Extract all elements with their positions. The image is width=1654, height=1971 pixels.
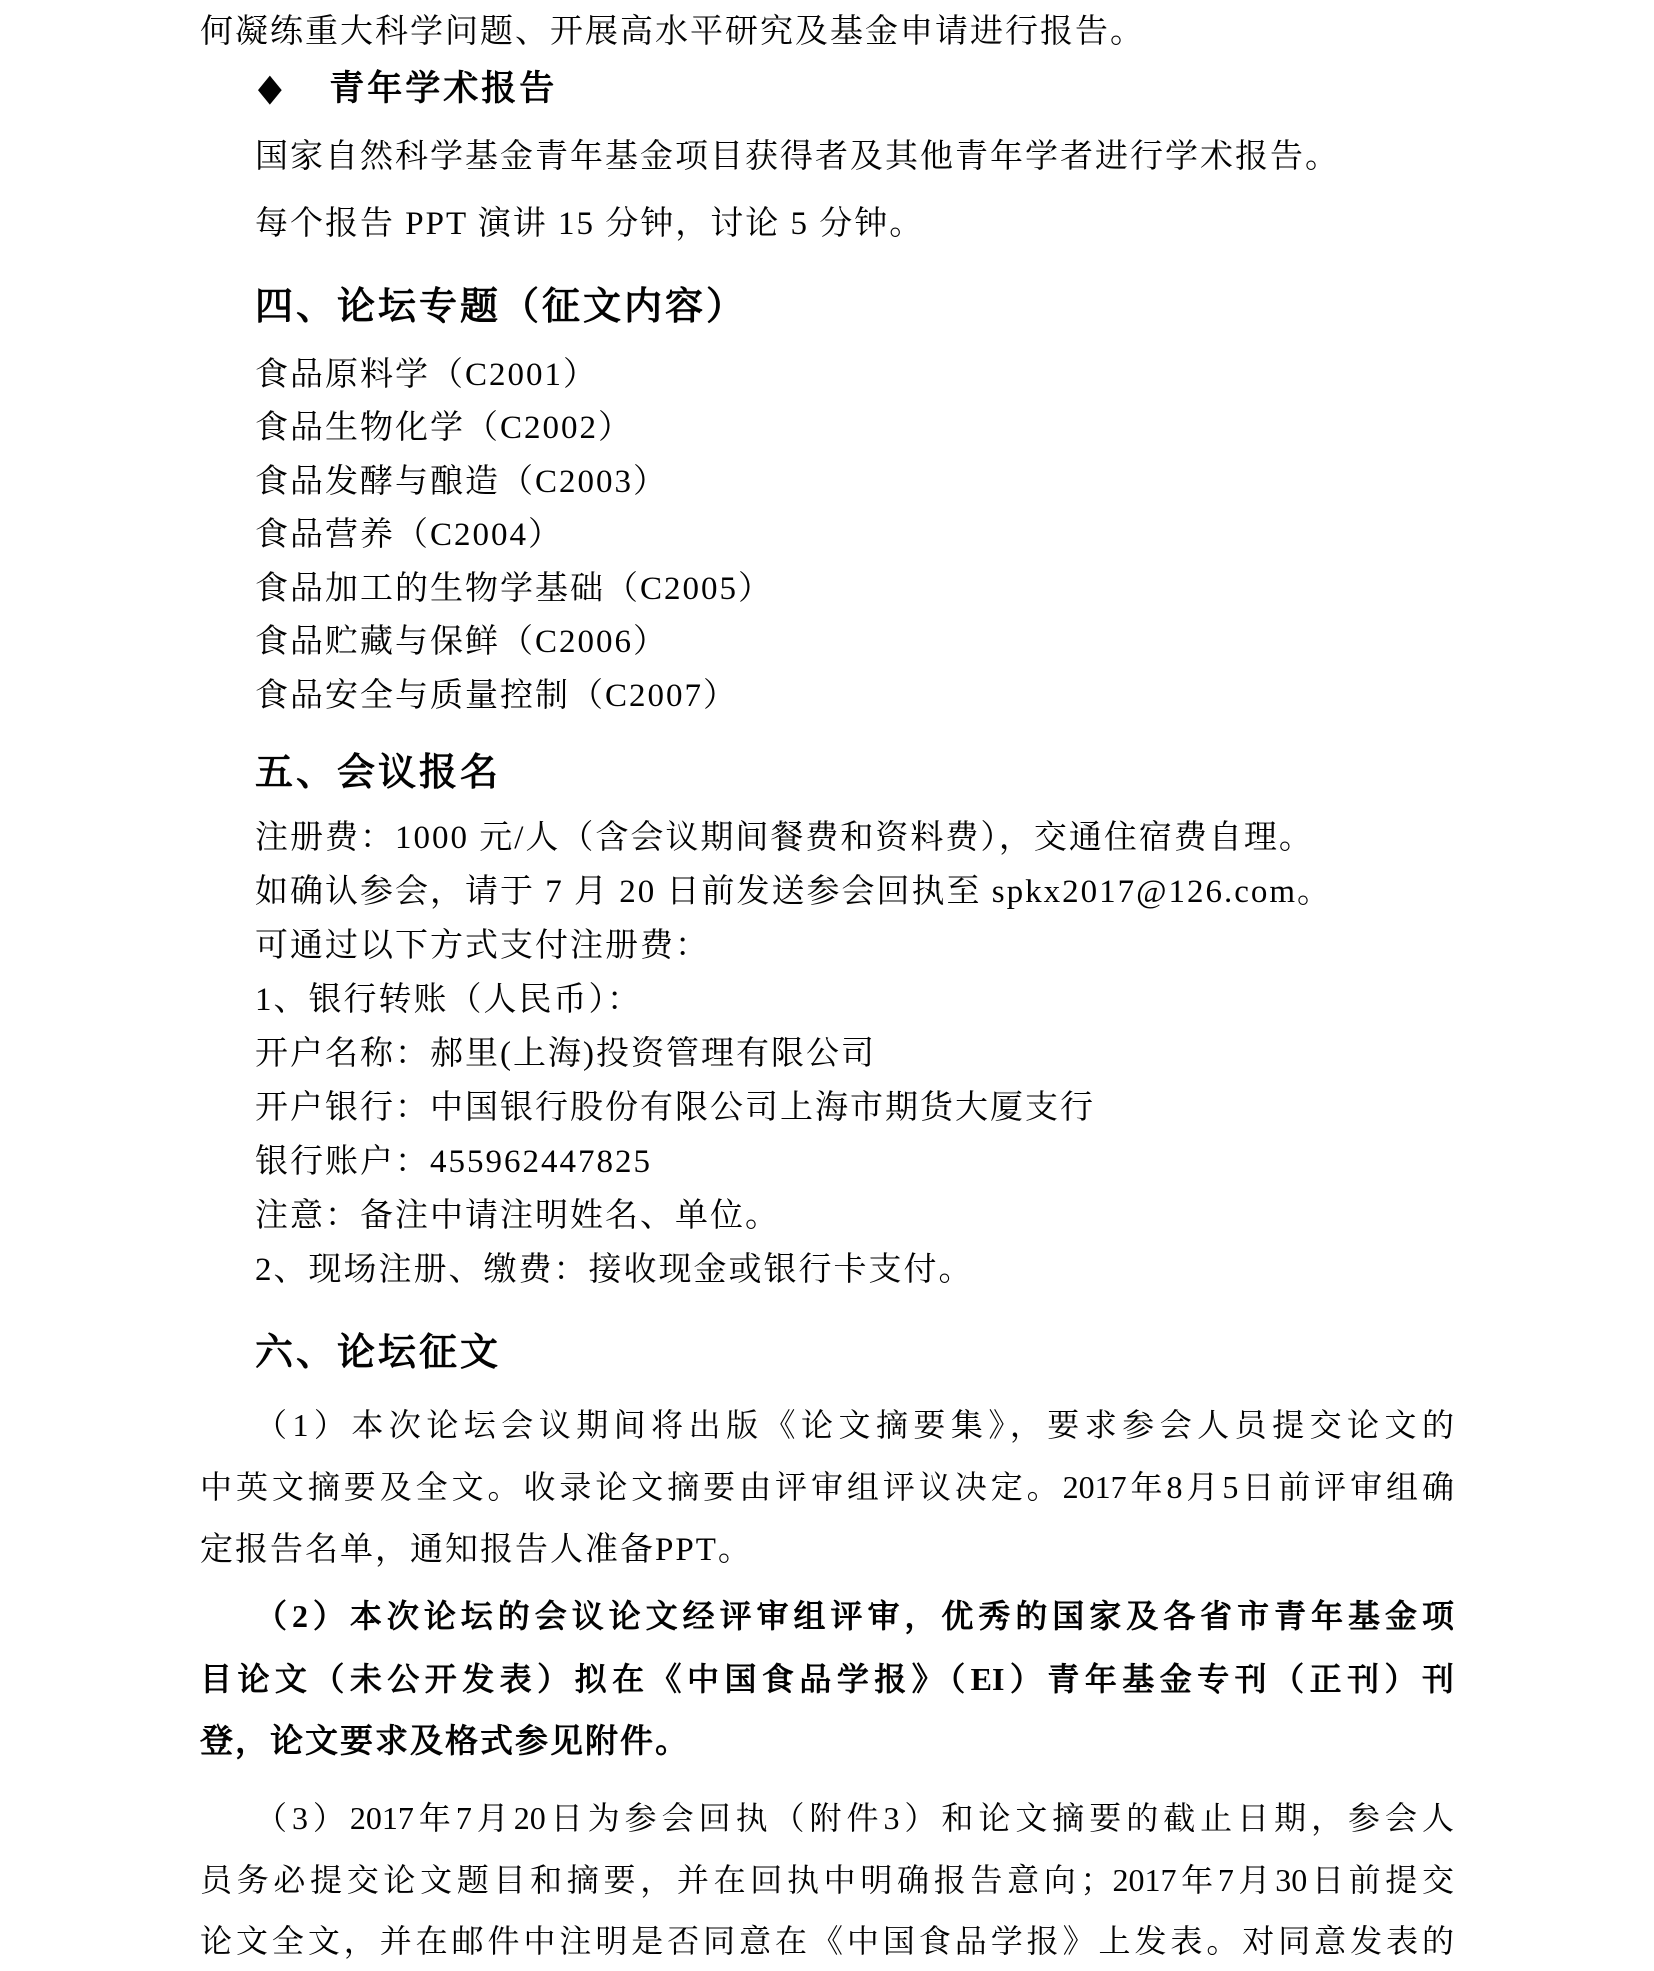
- registration-line: 注意：备注中请注明姓名、单位。: [255, 1198, 780, 1234]
- paragraph-line: 每个报告 PPT 演讲 15 分钟，讨论 5 分钟。: [255, 206, 925, 242]
- paragraph-continuation-line: 何凝练重大科学问题、开展高水平研究及基金申请进行报告。: [200, 14, 1145, 50]
- diamond-bullet-icon: ◆: [257, 65, 285, 109]
- topic-item: 食品原料学（C2001）: [255, 357, 599, 393]
- topic-item: 食品生物化学（C2002）: [255, 410, 634, 446]
- registration-line: 2、现场注册、缴费：接收现金或银行卡支付。: [255, 1252, 974, 1288]
- paragraph-line-bold: 登，论文要求及格式参见附件。: [200, 1724, 690, 1760]
- paragraph-line-bold: （2）本次论坛的会议论文经评审组评审，优秀的国家及各省市青年基金项: [255, 1598, 1454, 1634]
- registration-line: 1、银行转账（人民币）：: [255, 982, 642, 1018]
- topic-item: 食品贮藏与保鲜（C2006）: [255, 624, 669, 660]
- registration-line: 开户名称：郝里(上海)投资管理有限公司: [255, 1036, 876, 1072]
- topic-item: 食品安全与质量控制（C2007）: [255, 678, 739, 714]
- youth-report-bullet-title: 青年学术报告: [329, 69, 558, 108]
- paragraph-line: 定报告名单，通知报告人准备PPT。: [200, 1532, 753, 1568]
- section-heading-topics: 四、论坛专题（征文内容）: [255, 286, 748, 328]
- registration-line: 如确认参会，请于 7 月 20 日前发送参会回执至 spkx2017@126.com。: [255, 874, 1333, 910]
- topic-item: 食品营养（C2004）: [255, 517, 564, 553]
- section-heading-call-for-papers: 六、论坛征文: [255, 1332, 502, 1374]
- section-heading-registration: 五、会议报名: [255, 752, 502, 794]
- paragraph-line: （1）本次论坛会议期间将出版《论文摘要集》，要求参会人员提交论文的: [255, 1407, 1454, 1443]
- paragraph-line: （3）2017年7月20日为参会回执（附件3）和论文摘要的截止日期，参会人: [255, 1800, 1454, 1836]
- registration-line: 开户银行：中国银行股份有限公司上海市期货大厦支行: [255, 1090, 1095, 1126]
- paragraph-line: 论文全文，并在邮件中注明是否同意在《中国食品学报》上发表。对同意发表的: [200, 1923, 1454, 1959]
- registration-line: 可通过以下方式支付注册费：: [255, 928, 710, 964]
- registration-line: 注册费：1000 元/人（含会议期间餐费和资料费），交通住宿费自理。: [255, 820, 1314, 856]
- paragraph-line: 员务必提交论文题目和摘要，并在回执中明确报告意向；2017年7月30日前提交: [200, 1862, 1454, 1898]
- youth-report-bullet-line: [255, 64, 557, 112]
- paragraph-line: 国家自然科学基金青年基金项目获得者及其他青年学者进行学术报告。: [255, 139, 1340, 175]
- paragraph-line-bold: 目论文（未公开发表）拟在《中国食品学报》（EI）青年基金专刊（正刊）刊: [200, 1661, 1454, 1697]
- topic-item: 食品加工的生物学基础（C2005）: [255, 571, 774, 607]
- paragraph-line: 中英文摘要及全文。收录论文摘要由评审组评议决定。2017年8月5日前评审组确: [200, 1469, 1454, 1505]
- topic-item: 食品发酵与酿造（C2003）: [255, 464, 669, 500]
- registration-line: 银行账户：455962447825: [255, 1144, 652, 1180]
